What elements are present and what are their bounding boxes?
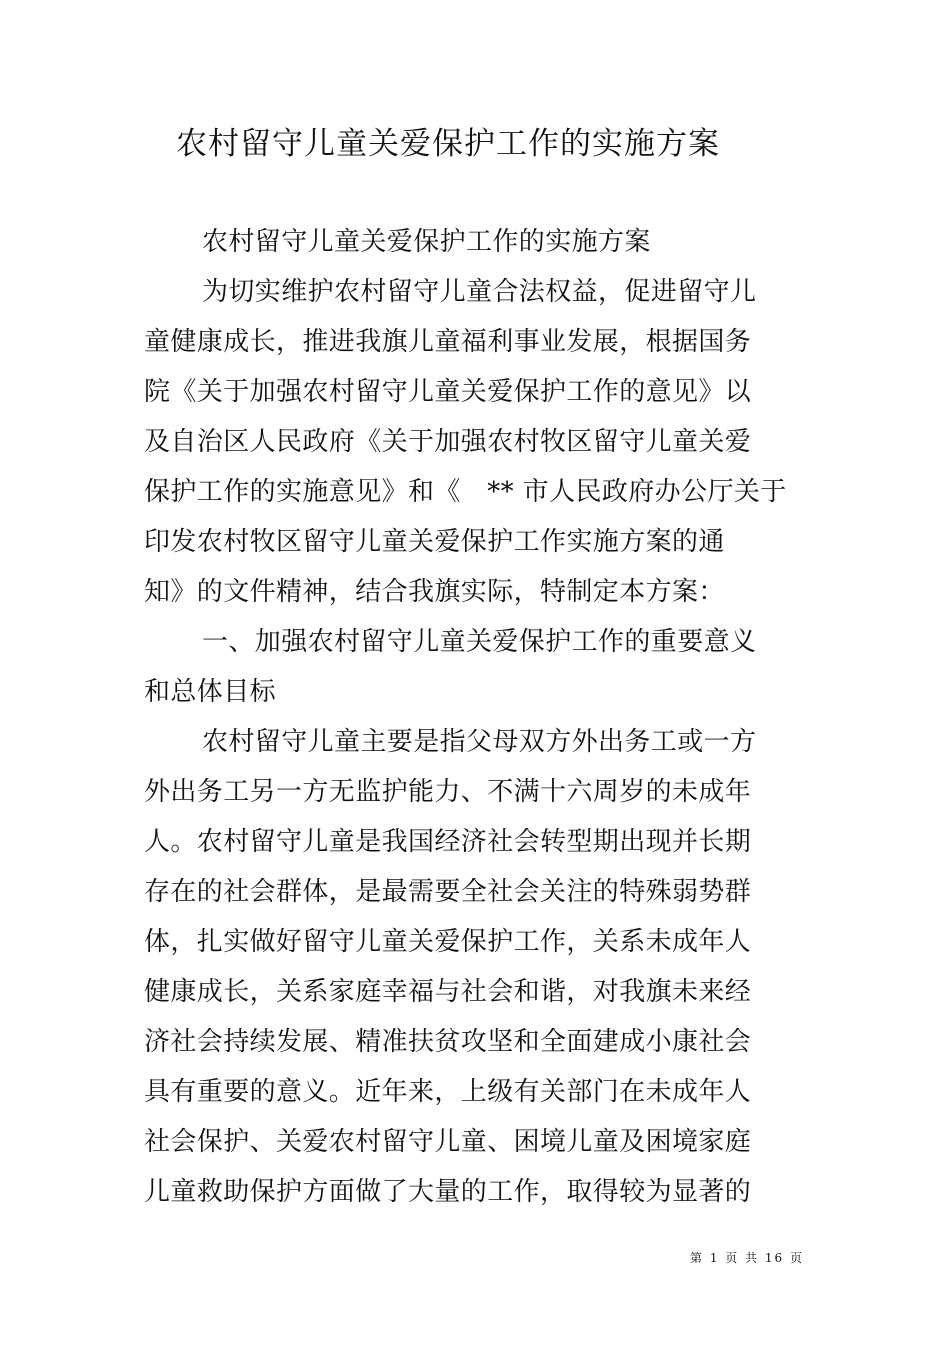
body-line: 儿童救助保护方面做了大量的工作，取得较为显著的 — [144, 1177, 752, 1207]
body-line: 为切实维护农村留守儿童合法权益，促进留守儿 — [202, 277, 757, 307]
subtitle-line: 农村留守儿童关爱保护工作的实施方案 — [202, 227, 651, 257]
section-heading-line: 一、加强农村留守儿童关爱保护工作的重要意义 — [202, 627, 757, 657]
body-line: 印发农村牧区留守儿童关爱保护工作实施方案的通 — [144, 527, 725, 557]
body-line: 健康成长，关系家庭幸福与社会和谐，对我旗未来经 — [144, 977, 752, 1007]
body-line: 社会保护、关爱农村留守儿童、困境儿童及困境家庭 — [144, 1127, 752, 1157]
body-line: 保护工作的实施意见》和《 ** 市人民政府办公厅关于 — [144, 477, 787, 507]
body-line: 知》的文件精神，结合我旗实际，特制定本方案： — [144, 577, 725, 607]
body-line: 农村留守儿童主要是指父母双方外出务工或一方 — [202, 727, 757, 757]
section-heading-line: 和总体目标 — [144, 677, 277, 707]
body-line: 存在的社会群体，是最需要全社会关注的特殊弱势群 — [144, 877, 752, 907]
body-line: 体，扎实做好留守儿童关爱保护工作，关系未成年人 — [144, 927, 752, 957]
body-line: 院《关于加强农村留守儿童关爱保护工作的意见》以 — [144, 377, 752, 407]
body-line: 童健康成长，推进我旗儿童福利事业发展，根据国务 — [144, 327, 752, 357]
page-number: 第 1 页 共 16 页 — [690, 1251, 804, 1265]
document-title: 农村留守儿童关爱保护工作的实施方案 — [176, 126, 720, 162]
body-line: 及自治区人民政府《关于加强农村牧区留守儿童关爱 — [144, 427, 752, 457]
body-line: 济社会持续发展、精准扶贫攻坚和全面建成小康社会 — [144, 1027, 752, 1057]
body-line: 具有重要的意义。近年来，上级有关部门在未成年人 — [144, 1077, 752, 1107]
body-line: 人。农村留守儿童是我国经济社会转型期出现并长期 — [144, 827, 752, 857]
body-line: 外出务工另一方无监护能力、不满十六周岁的未成年 — [144, 777, 752, 807]
